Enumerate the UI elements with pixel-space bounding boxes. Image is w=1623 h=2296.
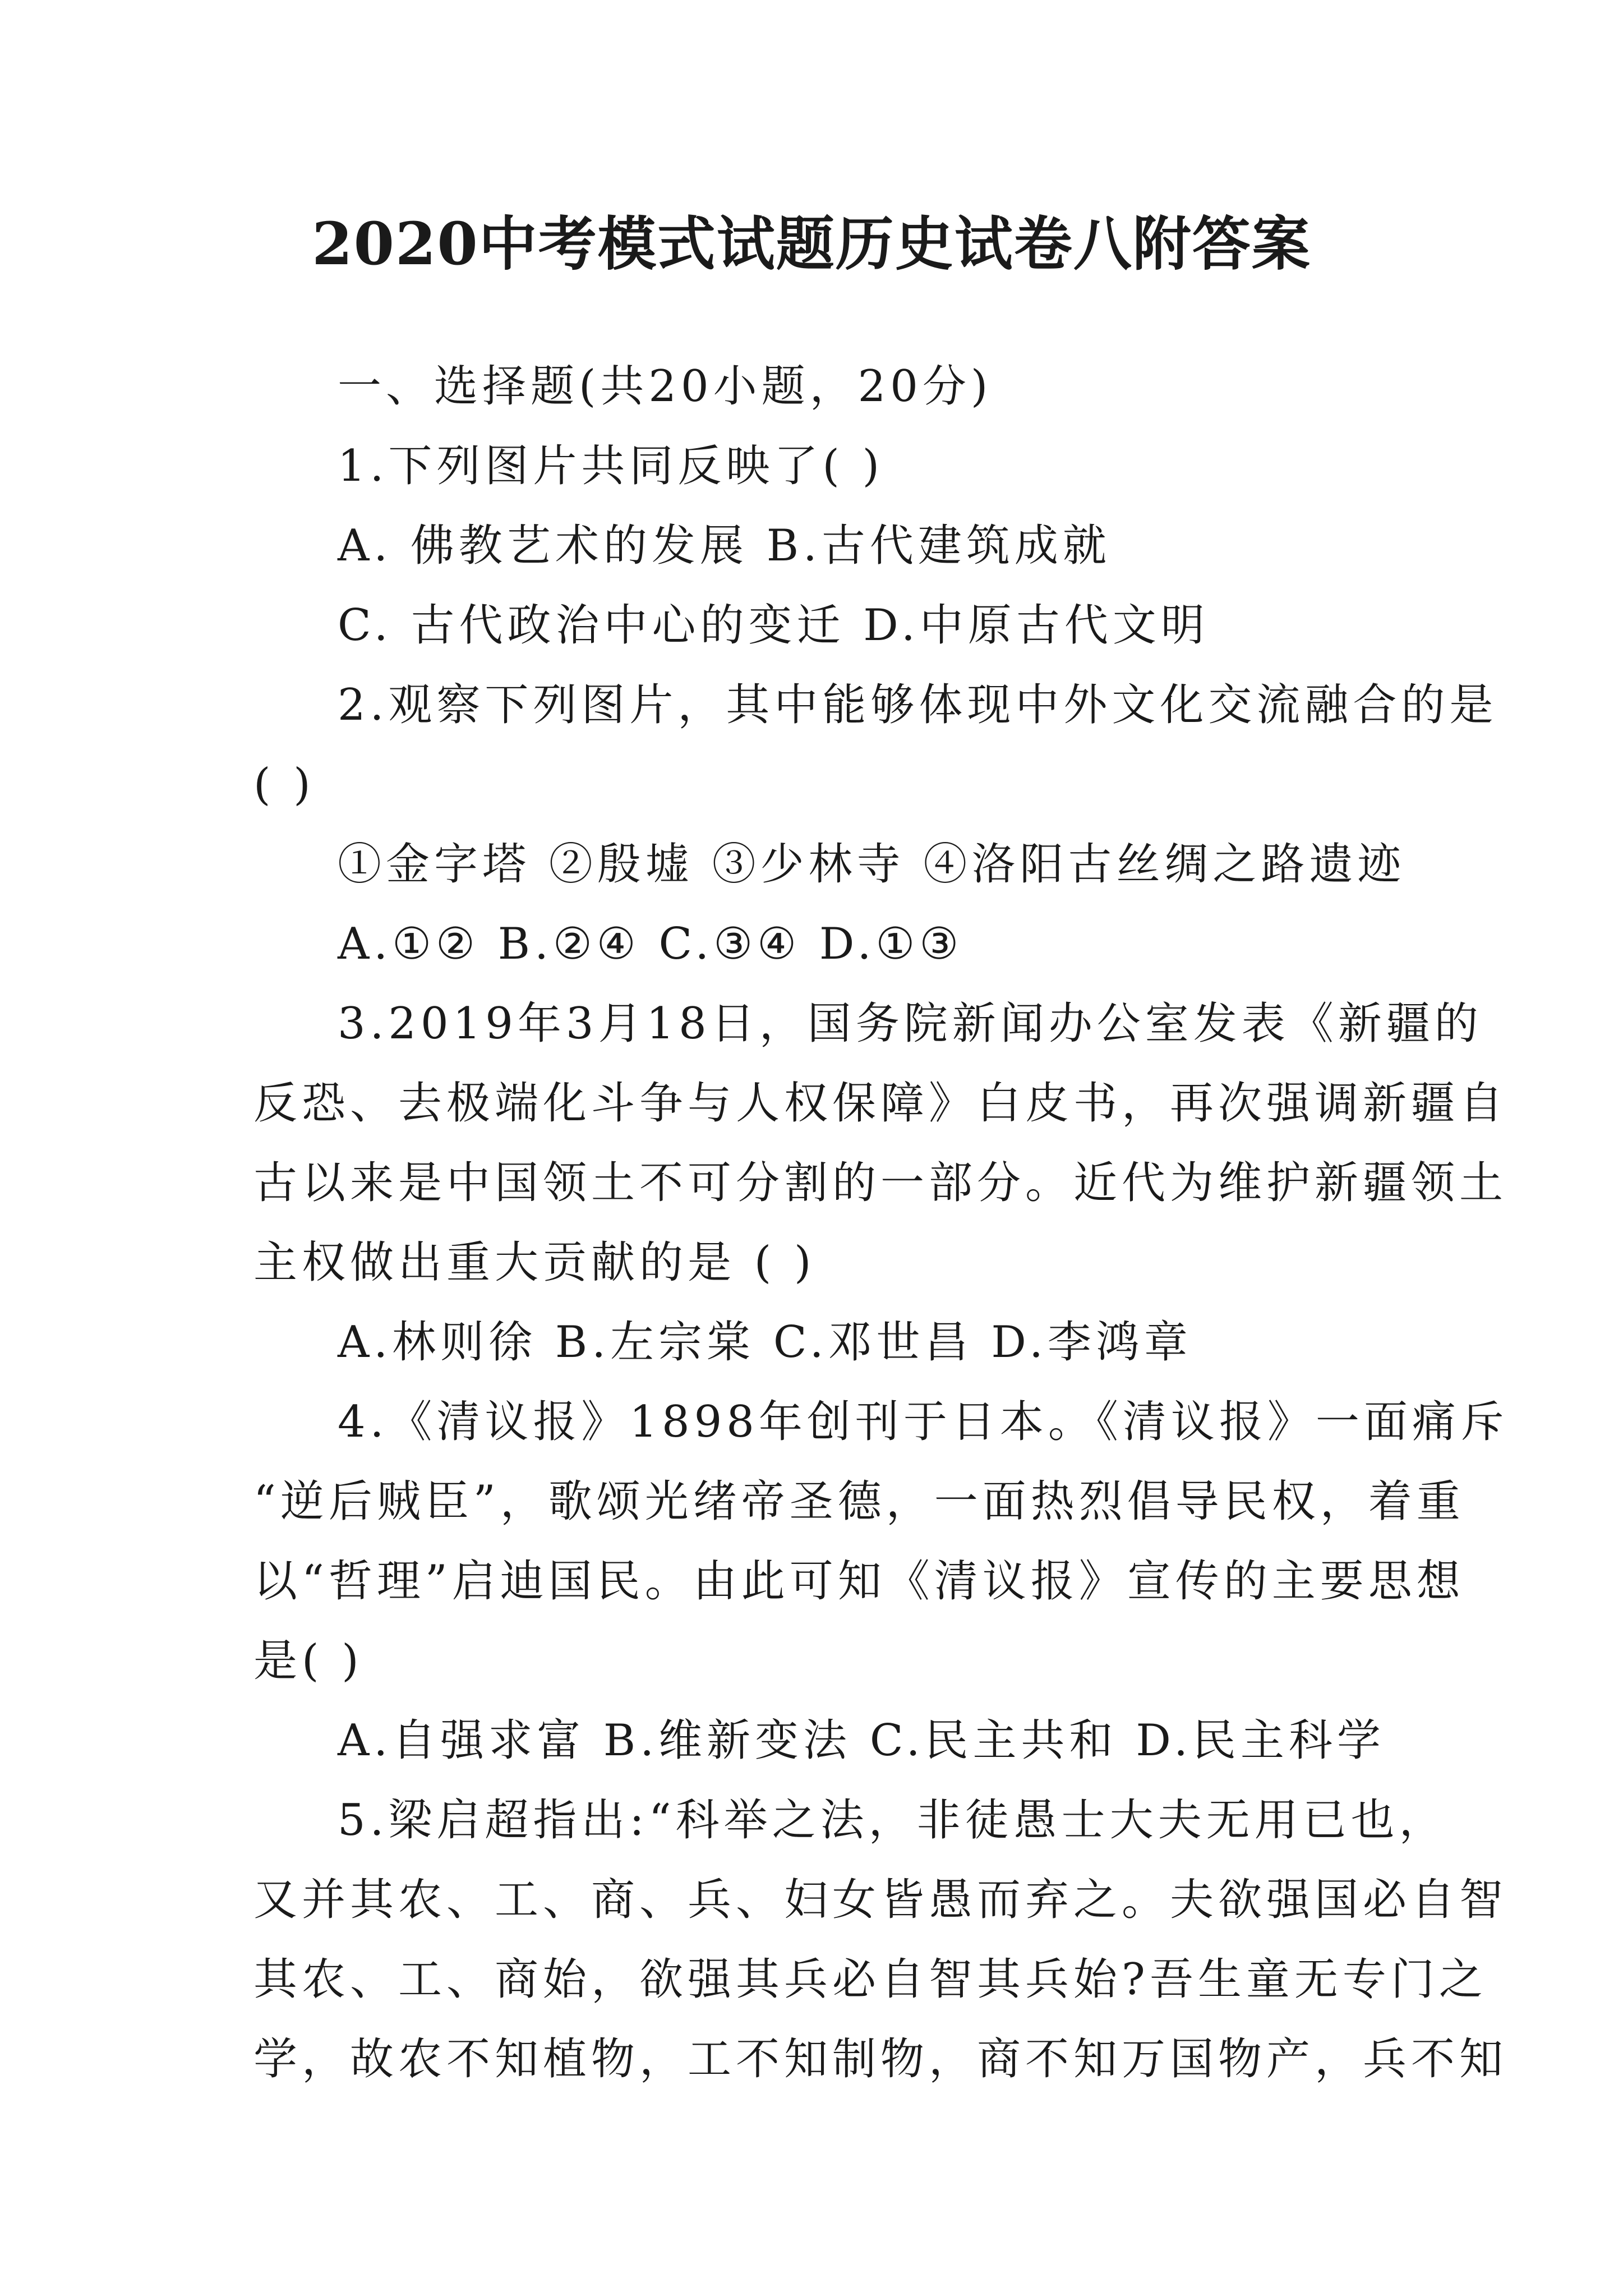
text-line: 其农、工、商始，欲强其兵必自智其兵始?吾生童无专门之 [253,1954,1487,2005]
text-line: 反恐、去极端化斗争与人权保障》白皮书，再次强调新疆自 [253,1078,1508,1129]
text-line: “逆后贼臣”，歌颂光绪帝圣德，一面热烈倡导民权，着重 [253,1476,1465,1527]
text-line: A.①② B.②④ C.③④ D.①③ [338,919,963,969]
text-line: 是( ) [253,1636,363,1686]
document-body [253,347,1509,2099]
text-line: 5.梁启超指出:“科举之法，非徒愚士大夫无用已也， [338,1795,1447,1846]
text-line: 学，故农不知植物，工不知制物，商不知万国物产，兵不知 [253,2034,1508,2085]
text-line: A. 佛教艺术的发展 B.古代建筑成就 [338,521,1111,571]
text-line: 3.2019年3月18日，国务院新闻办公室发表《新疆的 [338,999,1483,1049]
text-line: ①金字塔 ②殷墟 ③少林寺 ④洛阳古丝绸之路遗迹 [338,839,1406,890]
text-line: ( ) [253,760,315,810]
text-line: A.林则徐 B.左宗棠 C.邓世昌 D.李鸿章 [338,1317,1192,1368]
text-line: 又并其农、工、商、兵、妇女皆愚而弃之。夫欲强国必自智 [253,1875,1508,1925]
text-line: 4.《清议报》1898年创刊于日本。《清议报》一面痛斥 [338,1397,1509,1447]
document-title: 2020中考模式试题历史试卷八附答案 [312,209,1311,278]
text-line: C. 古代政治中心的变迁 D.中原古代文明 [338,600,1209,651]
text-line: 1.下列图片共同反映了( ) [338,441,884,491]
text-line: 2.观察下列图片，其中能够体现中外文化交流融合的是 [338,680,1498,730]
text-line: A.自强求富 B.维新变法 C.民主共和 D.民主科学 [338,1715,1385,1766]
text-line: 主权做出重大贡献的是 ( ) [253,1237,816,1288]
text-line: 古以来是中国领土不可分割的一部分。近代为维护新疆领土 [253,1158,1508,1208]
text-line: 以“哲理”启迪国民。由此可知《清议报》宣传的主要思想 [253,1556,1465,1607]
text-line: 一、选择题(共20小题，20分) [338,361,993,412]
